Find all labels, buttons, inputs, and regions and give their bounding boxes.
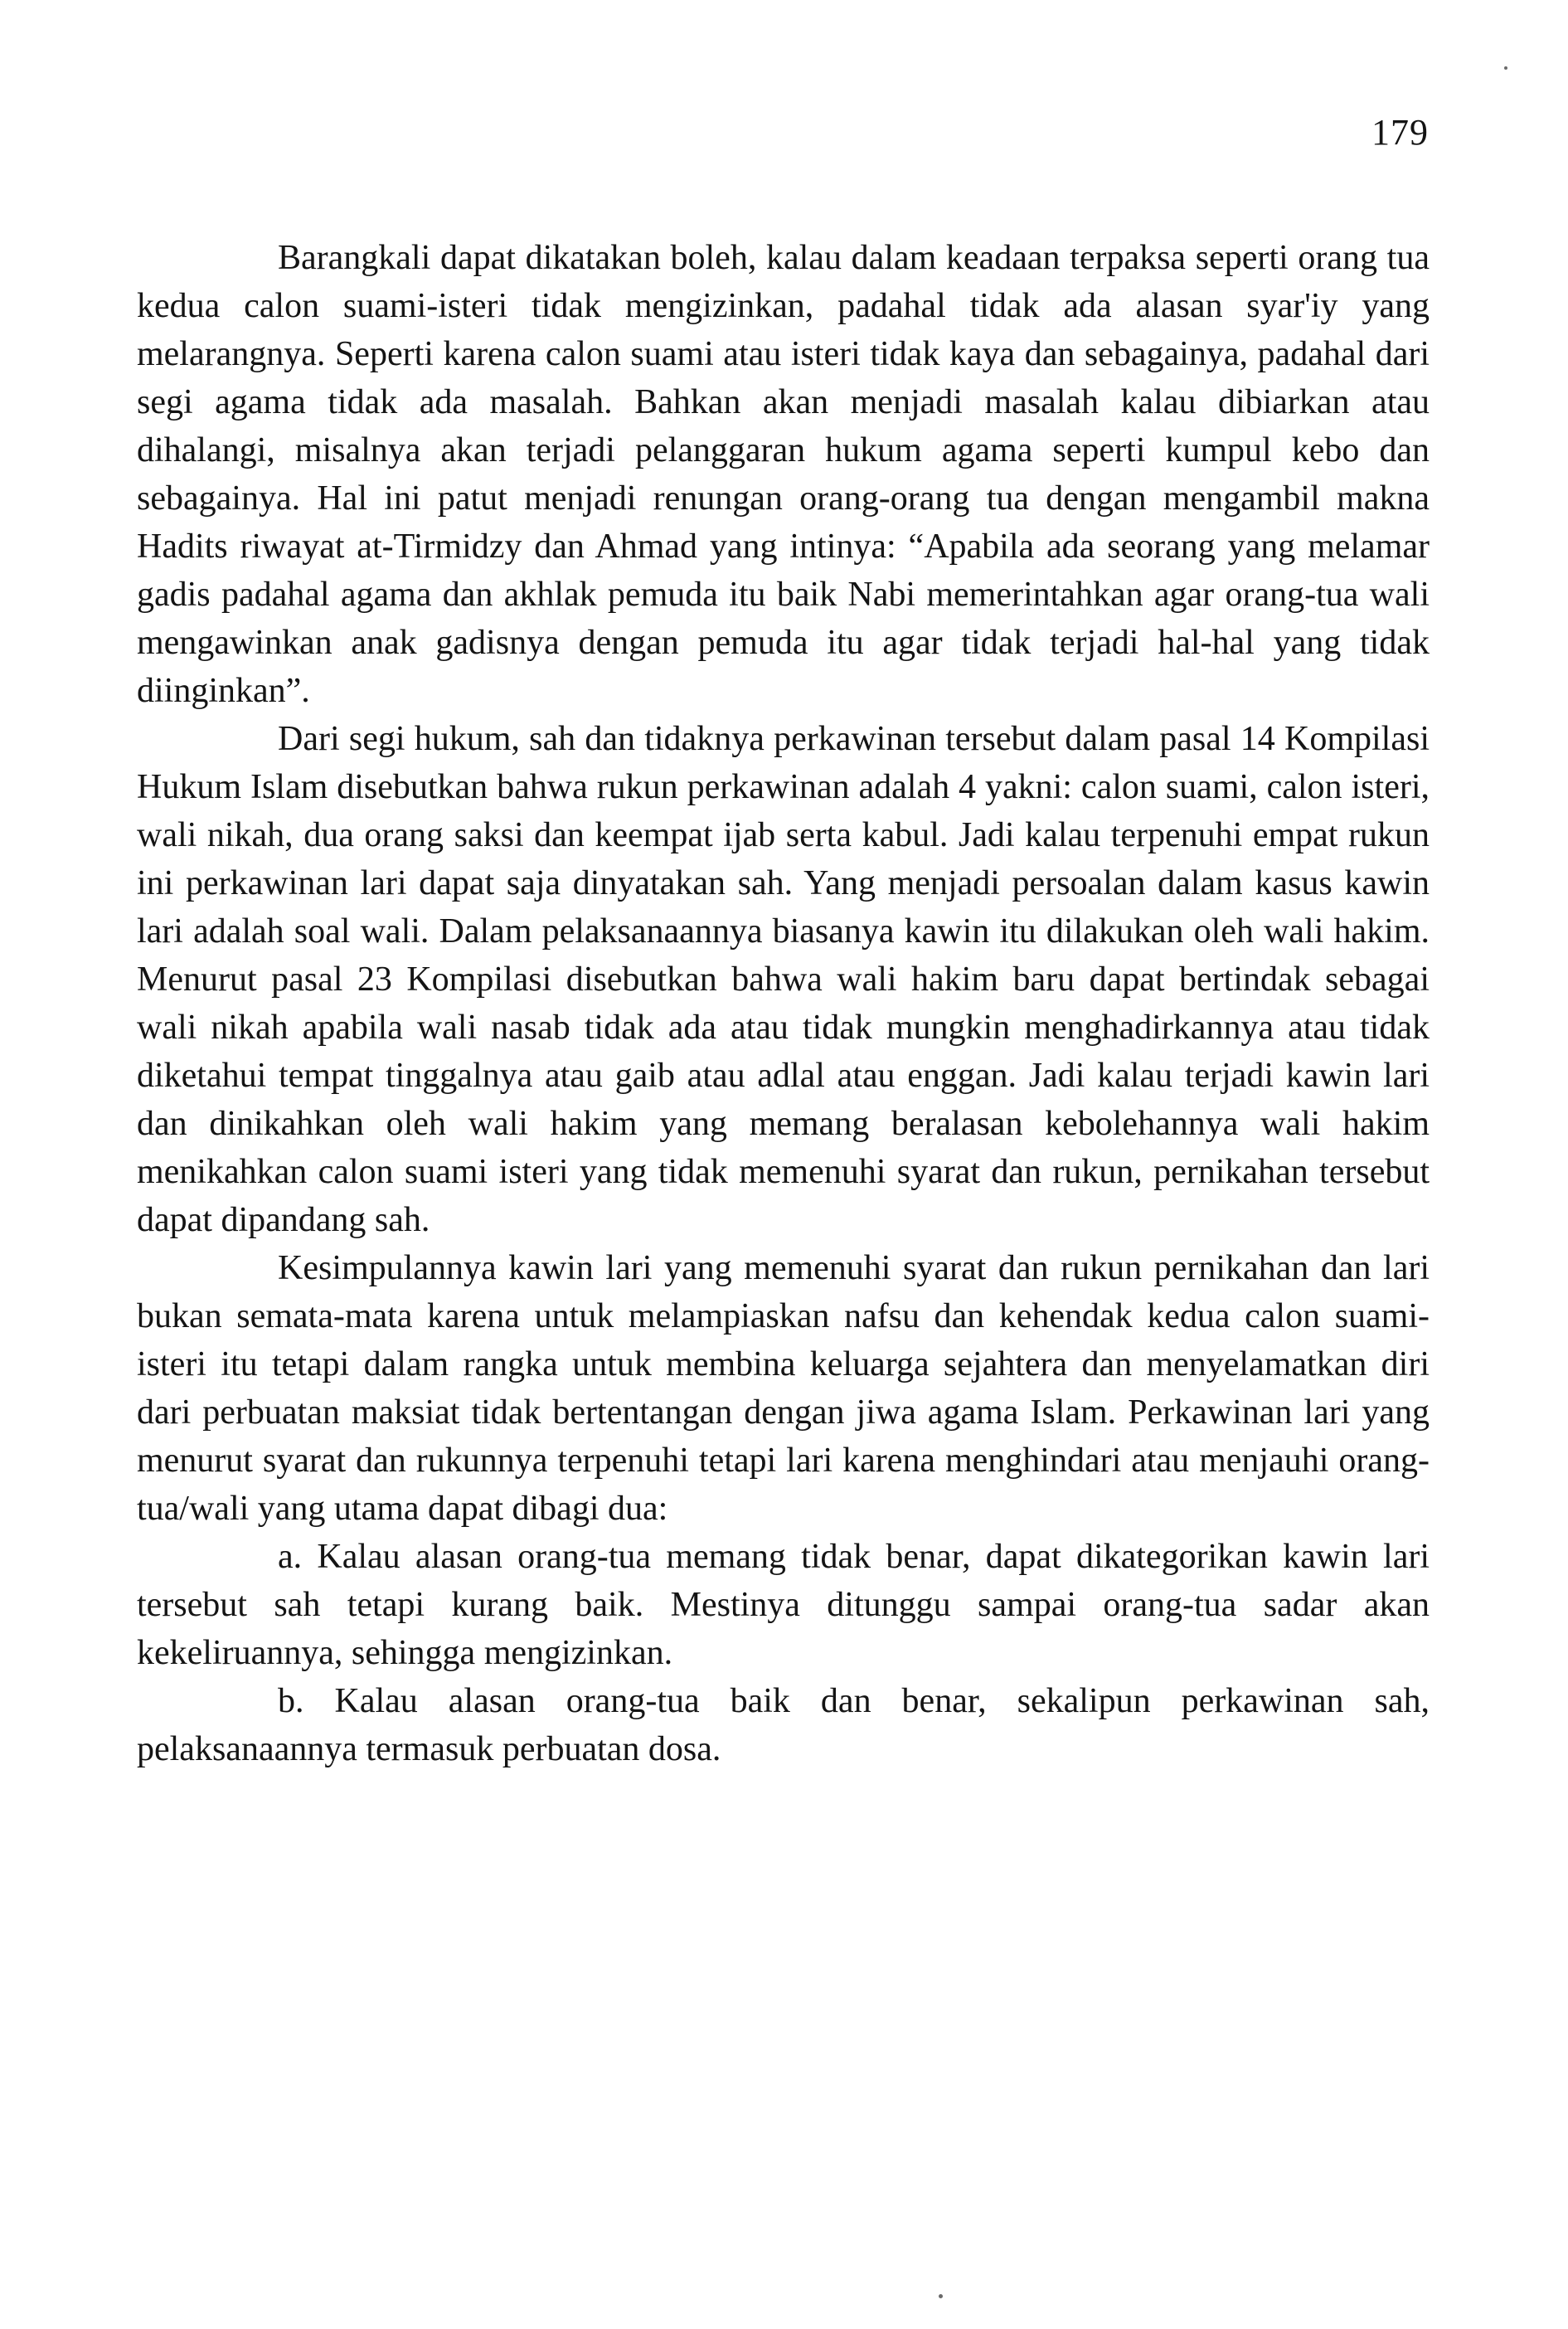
list-item-b: b. Kalau alasan orang-tua baik dan benar, sekalipun perkawinan sah, pelaksanaannya termasuk perbuatan dosa. (137, 1682, 1430, 1768)
scan-speck (939, 2294, 943, 2298)
paragraph-2: Dari segi hukum, sah dan tidaknya perkawinan tersebut dalam pasal 14 Kompilasi Hukum Islam disebutkan bahwa rukun perkawinan adalah 4 yakni: calon suami, calon isteri, wali nikah, dua orang saksi dan keempat ijab serta kabul. Jadi kalau terpenuhi empat rukun ini perkawinan lari dapat saja dinyatakan sah. Yang menjadi persoalan dalam kasus kawin lari adalah soal wali. Dalam pelaksanaannya biasanya kawin itu dilakukan oleh wali hakim. Menurut pasal 23 Kompilasi disebutkan bahwa wali hakim baru dapat bertindak sebagai wali nikah apabila wali nasab tidak ada atau tidak mungkin menghadirkannya atau tidak diketahui tempat tinggalnya atau gaib atau adlal atau enggan. Jadi kalau terjadi kawin lari dan dinikahkan oleh wali hakim yang memang beralasan kebolehannya wali hakim menikahkan calon suami isteri yang tidak memenuhi syarat dan rukun, pernikahan tersebut dapat dipandang sah. (137, 720, 1430, 1239)
paragraph-1: Barangkali dapat dikatakan boleh, kalau dalam keadaan terpaksa seperti orang tua kedua calon suami-isteri tidak mengizinkan, padahal tidak ada alasan syar'iy yang melarangnya. Seperti karena calon suami atau isteri tidak kaya dan sebagainya, padahal dari segi agama tidak ada masalah. Bahkan akan menjadi masalah kalau dibiarkan atau dihalangi, misalnya akan terjadi pelanggaran hukum agama seperti kumpul kebo dan sebagainya. Hal ini patut menjadi renungan orang-orang tua dengan mengambil makna Hadits riwayat at-Tirmidzy dan Ahmad yang intinya: “Apabila ada seorang yang melamar gadis padahal agama dan akhlak pemuda itu baik Nabi memerintahkan agar orang-tua wali mengawinkan anak gadisnya dengan pemuda itu agar tidak terjadi hal-hal yang tidak diinginkan”. (137, 239, 1430, 710)
paragraph-3: Kesimpulannya kawin lari yang memenuhi syarat dan rukun pernikahan dan lari bukan semata-mata karena untuk melampiaskan nafsu dan kehendak kedua calon suami-isteri itu tetapi dalam rangka untuk membina keluarga sejahtera dan menyelamatkan diri dari perbuatan maksiat tidak bertentangan dengan jiwa agama Islam. Perkawinan lari yang menurut syarat dan rukunnya terpenuhi tetapi lari karena menghindari atau menjauhi orang-tua/wali yang utama dapat dibagi dua: (137, 1249, 1430, 1528)
page-number: 179 (1371, 112, 1429, 153)
body-text (137, 234, 1430, 1773)
list-item-a: a. Kalau alasan orang-tua memang tidak benar, dapat dikategorikan kawin lari tersebut sah tetapi kurang baik. Mestinya ditunggu sampai orang-tua sadar akan kekeliruannya, sehingga mengizinkan. (137, 1538, 1430, 1672)
scan-speck (1504, 66, 1507, 70)
